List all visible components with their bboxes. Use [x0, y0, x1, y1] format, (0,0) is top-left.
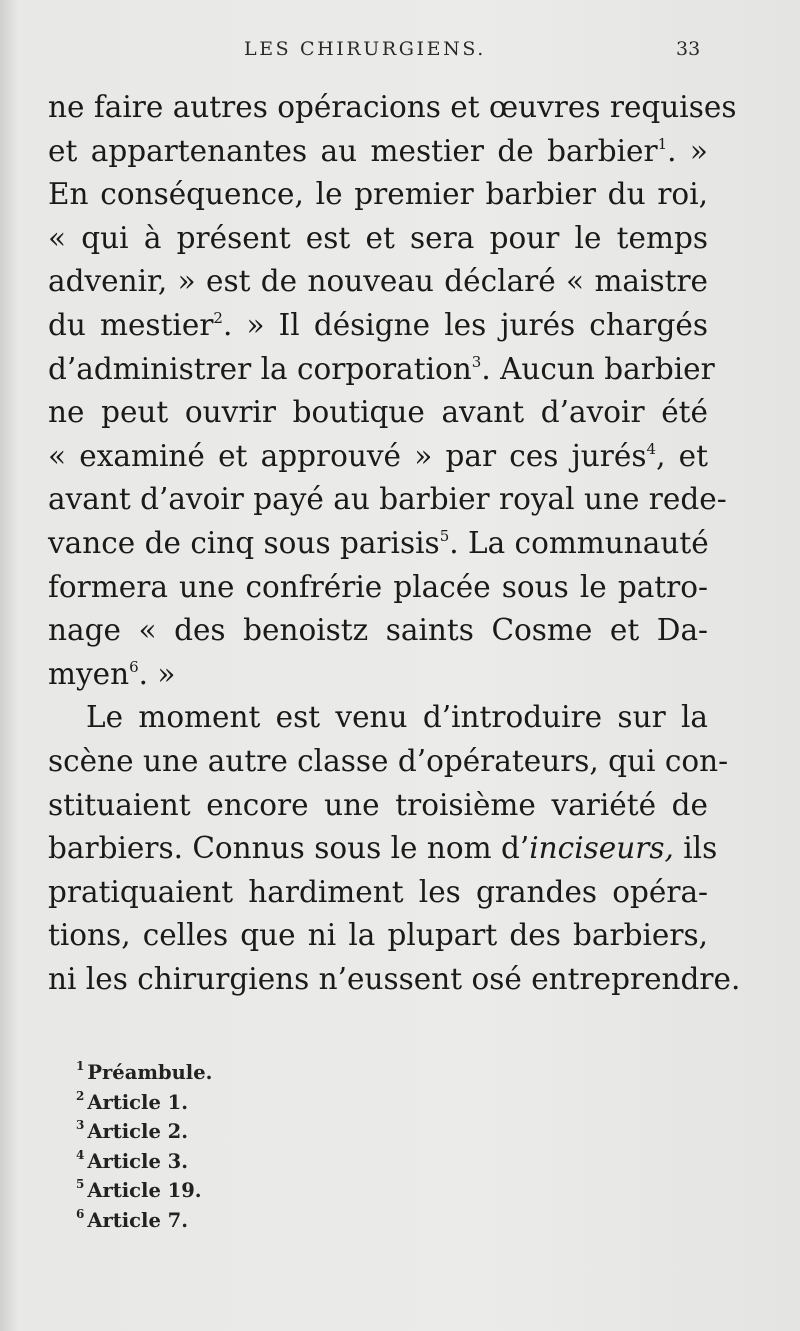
text-line: pratiquaient hardiment les grandes opéra- [48, 874, 708, 909]
text-line: ni les chirurgiens n’eussent osé entreprendre. [48, 961, 741, 996]
footnote: $^2$ Article 1. [76, 1088, 189, 1114]
text-line: scène une autre classe d’opérateurs, qui con- [48, 743, 729, 778]
text-line: ne faire autres opéracions et œuvres requises [48, 90, 737, 124]
text-line: formera une confrérie placée sous le patro- [48, 569, 708, 604]
footnote: $^1$ Préambule. [76, 1059, 213, 1084]
text-line: ne peut ouvrir boutique avant d’avoir été [48, 395, 708, 430]
footnotes [76, 1058, 476, 1235]
footnote-ref: 1 [657, 134, 668, 153]
text-line: tions, celles que ni la plupart des barbiers, [48, 918, 708, 953]
running-head [0, 38, 800, 68]
text-line: nage « des benoistz saints Cosme et Da- [48, 613, 708, 648]
running-head-title: LES CHIRURGIENS. [244, 38, 486, 60]
text-line: et appartenantes au mestier de barbier$^1$. » [48, 133, 708, 168]
text-line: myen$^6$. » [48, 656, 176, 691]
text-line: vance de cinq sous parisis$^5$. La communauté [48, 525, 709, 560]
footnote-ref: 2 [213, 308, 223, 327]
text-line: En conséquence, le premier barbier du roi, [48, 177, 708, 212]
footnote-ref: 4 [646, 439, 657, 458]
footnote: $^6$ Article 7. [76, 1206, 189, 1232]
footnote: $^4$ Article 3. [76, 1147, 189, 1173]
footnote-ref: 6 [129, 657, 139, 676]
text-line: advenir, » est de nouveau déclaré « maistre [48, 264, 708, 299]
page-number: 33 [676, 38, 701, 60]
body-text [48, 86, 741, 1001]
footnote-ref: 5 [439, 526, 450, 545]
text-line: barbiers. Connus sous le nom d’inciseurs, ils [48, 831, 718, 866]
text-line: avant d’avoir payé au barbier royal une rede- [48, 482, 727, 517]
italic-term: inciseurs, [529, 831, 674, 866]
footnote: $^3$ Article 2. [76, 1118, 189, 1143]
text-line: Le moment est venu d’introduire sur la [86, 700, 708, 735]
text-line: « examiné et approuvé » par ces jurés$^4$, et [48, 438, 708, 473]
text-line: du mestier$^2$. » Il désigne les jurés chargés [48, 307, 708, 342]
text-line: d’administrer la corporation$^3$. Aucun barbier [48, 351, 715, 386]
text-line: « qui à présent est et sera pour le temps [48, 220, 708, 255]
footnote: $^5$ Article 19. [76, 1177, 202, 1202]
footnote-ref: 3 [471, 352, 482, 371]
text-line: stituaient encore une troisième variété de [48, 787, 708, 822]
